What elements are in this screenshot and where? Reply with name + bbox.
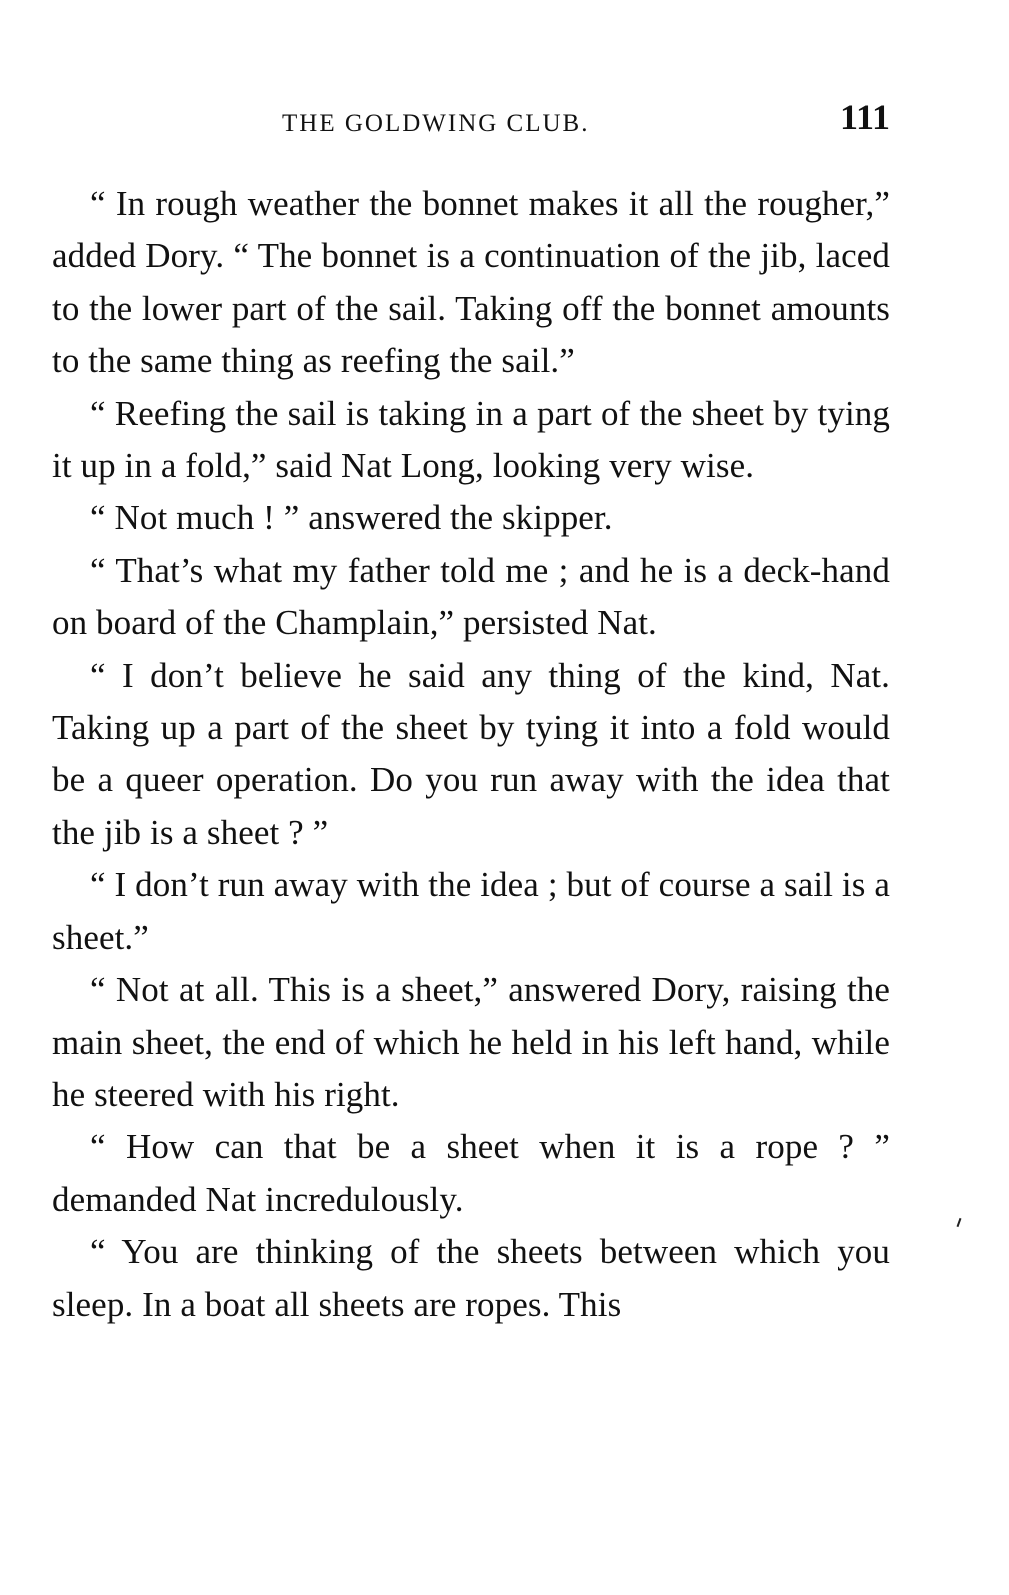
running-head xyxy=(52,96,890,146)
paragraph: “ Not much ! ” answered the skipper. xyxy=(90,498,613,538)
paragraph: “ Not at all. This is a sheet,” answered Dory, raising the main sheet, the end of which he held in his left hand, while he steered with his right. xyxy=(52,970,890,1114)
paragraph: “ I don’t believe he said any thing of the kind, Nat. Taking up a part of the sheet by tying it into a fold would be a queer operation. Do you run away with the idea that the jib is a sheet ? ” xyxy=(52,655,890,852)
running-title: THE GOLDWING CLUB. xyxy=(282,110,590,137)
page-number: 111 xyxy=(839,97,890,137)
ink-speck xyxy=(957,1218,962,1227)
paragraph: “ In rough weather the bonnet makes it all the rougher,” added Dory. “ The bonnet is a continuation of the jib, laced to the lower part of the sail. Taking off the bonnet amounts to the same thing as reefing the sail.” xyxy=(52,184,890,381)
paragraph: “ You are thinking of the sheets between which you sleep. In a boat all sheets are ropes. This xyxy=(52,1232,890,1324)
paragraph: “ How can that be a sheet when it is a rope ? ” demanded Nat incredulously. xyxy=(52,1127,890,1219)
paragraph: “ Reefing the sail is taking in a part of the sheet by tying it up in a fold,” said Nat Long, looking very wise. xyxy=(52,393,890,486)
paragraph: “ That’s what my father told me ; and he is a deck-hand on board of the Champlain,” persisted Nat. xyxy=(52,550,890,643)
paragraph: “ I don’t run away with the idea ; but of course a sail is a sheet.” xyxy=(52,865,890,957)
body-text xyxy=(52,178,890,1331)
